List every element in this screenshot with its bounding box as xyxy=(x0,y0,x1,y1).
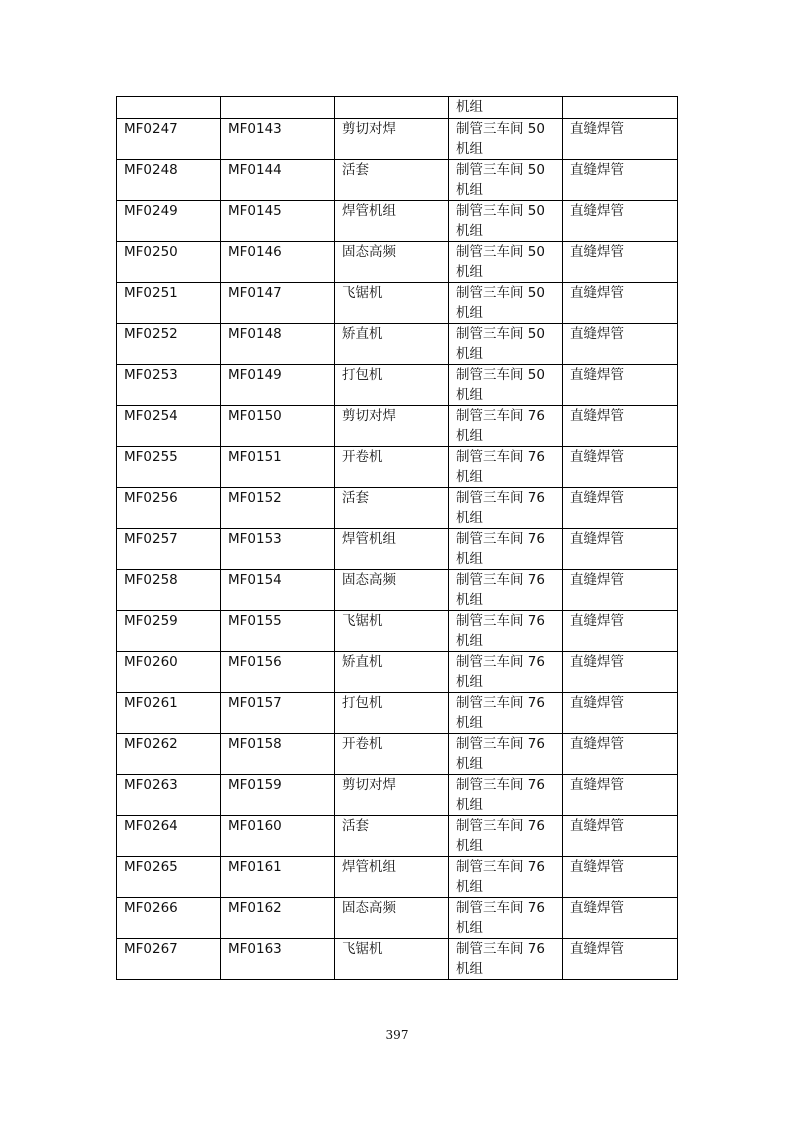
cell-location-line1: 制管三车间 76 xyxy=(456,818,545,834)
cell-ref: MF0153 xyxy=(221,529,335,570)
cell-location-line1: 制管三车间 76 xyxy=(456,490,545,506)
cell-location-line2: 机组 xyxy=(456,346,483,362)
cell-location xyxy=(449,283,563,324)
cell-location xyxy=(449,857,563,898)
table-row xyxy=(117,857,678,898)
cell-equipment: 活套 xyxy=(335,816,449,857)
cell-location-line2: 机组 xyxy=(456,592,483,608)
cell-location-line1: 制管三车间 50 xyxy=(456,203,545,219)
cell-ref: MF0162 xyxy=(221,898,335,939)
cell-location xyxy=(449,242,563,283)
cell-location-line2: 机组 xyxy=(456,387,483,403)
cell-equipment: 剪切对焊 xyxy=(335,406,449,447)
cell-location-line2: 机组 xyxy=(456,879,483,895)
cell-location xyxy=(449,160,563,201)
cell-location-line2: 机组 xyxy=(456,961,483,977)
cell-ref: MF0155 xyxy=(221,611,335,652)
cell-location-line1: 制管三车间 76 xyxy=(456,408,545,424)
cell-location xyxy=(449,693,563,734)
cell-location-line1: 制管三车间 50 xyxy=(456,162,545,178)
cell-equipment: 剪切对焊 xyxy=(335,119,449,160)
cell-type: 直缝焊管 xyxy=(563,119,678,160)
cell-type: 直缝焊管 xyxy=(563,734,678,775)
cell-ref: MF0160 xyxy=(221,816,335,857)
table-row xyxy=(117,816,678,857)
cell-equipment: 打包机 xyxy=(335,365,449,406)
cell-location-line1: 制管三车间 76 xyxy=(456,777,545,793)
cell-ref: MF0148 xyxy=(221,324,335,365)
cell-type: 直缝焊管 xyxy=(563,488,678,529)
cell-type: 直缝焊管 xyxy=(563,283,678,324)
cell-type: 直缝焊管 xyxy=(563,939,678,980)
cell-location-line1: 制管三车间 76 xyxy=(456,859,545,875)
cell-equipment: 矫直机 xyxy=(335,652,449,693)
cell-code: MF0252 xyxy=(117,324,221,365)
cell-location-line1: 制管三车间 76 xyxy=(456,613,545,629)
cell-equipment: 活套 xyxy=(335,488,449,529)
cell-location-line2: 机组 xyxy=(456,305,483,321)
cell-location-line1: 制管三车间 76 xyxy=(456,531,545,547)
cell-equipment xyxy=(335,97,449,119)
cell-ref: MF0145 xyxy=(221,201,335,242)
cell-location xyxy=(449,488,563,529)
cell-location-line2: 机组 xyxy=(456,715,483,731)
cell-equipment: 飞锯机 xyxy=(335,939,449,980)
cell-location xyxy=(449,898,563,939)
cell-location-line1: 制管三车间 76 xyxy=(456,572,545,588)
table-row xyxy=(117,201,678,242)
cell-type: 直缝焊管 xyxy=(563,652,678,693)
table-row xyxy=(117,529,678,570)
table-row xyxy=(117,447,678,488)
cell-code: MF0251 xyxy=(117,283,221,324)
table-row xyxy=(117,242,678,283)
cell-location xyxy=(449,324,563,365)
cell-location-line2: 机组 xyxy=(456,469,483,485)
cell-location-line1: 制管三车间 50 xyxy=(456,326,545,342)
cell-location-line2: 机组 xyxy=(456,756,483,772)
cell-ref: MF0163 xyxy=(221,939,335,980)
cell-location xyxy=(449,365,563,406)
cell-equipment: 打包机 xyxy=(335,693,449,734)
cell-type: 直缝焊管 xyxy=(563,160,678,201)
table-row xyxy=(117,611,678,652)
cell-location xyxy=(449,201,563,242)
cell-location-line2: 机组 xyxy=(456,141,483,157)
table-row xyxy=(117,283,678,324)
cell-equipment: 开卷机 xyxy=(335,447,449,488)
cell-location-line1: 制管三车间 76 xyxy=(456,654,545,670)
cell-location-line2: 机组 xyxy=(456,182,483,198)
cell-location xyxy=(449,406,563,447)
cell-type: 直缝焊管 xyxy=(563,324,678,365)
cell-location-line1: 制管三车间 50 xyxy=(456,367,545,383)
table-row xyxy=(117,693,678,734)
cell-equipment: 开卷机 xyxy=(335,734,449,775)
cell-type: 直缝焊管 xyxy=(563,898,678,939)
cell-ref: MF0143 xyxy=(221,119,335,160)
table-row-continued xyxy=(117,97,678,119)
cell-code: MF0254 xyxy=(117,406,221,447)
cell-location-line2: 机组 xyxy=(456,510,483,526)
cell-type: 直缝焊管 xyxy=(563,201,678,242)
cell-location-line1: 制管三车间 76 xyxy=(456,449,545,465)
cell-code: MF0257 xyxy=(117,529,221,570)
cell-location xyxy=(449,652,563,693)
cell-location-line1: 制管三车间 50 xyxy=(456,121,545,137)
cell-location xyxy=(449,447,563,488)
cell-type: 直缝焊管 xyxy=(563,242,678,283)
cell-ref: MF0157 xyxy=(221,693,335,734)
cell-location xyxy=(449,939,563,980)
cell-type: 直缝焊管 xyxy=(563,447,678,488)
cell-location xyxy=(449,611,563,652)
cell-location xyxy=(449,734,563,775)
cell-ref: MF0161 xyxy=(221,857,335,898)
table-row xyxy=(117,939,678,980)
cell-type: 直缝焊管 xyxy=(563,570,678,611)
cell-equipment: 焊管机组 xyxy=(335,529,449,570)
cell-location-line2: 机组 xyxy=(456,551,483,567)
cell-code: MF0250 xyxy=(117,242,221,283)
cell-code: MF0256 xyxy=(117,488,221,529)
cell-ref: MF0144 xyxy=(221,160,335,201)
cell-location xyxy=(449,529,563,570)
cell-ref: MF0150 xyxy=(221,406,335,447)
cell-equipment: 剪切对焊 xyxy=(335,775,449,816)
cell-type: 直缝焊管 xyxy=(563,693,678,734)
cell-location: 机组 xyxy=(449,97,563,119)
cell-location-line2: 机组 xyxy=(456,674,483,690)
cell-ref xyxy=(221,97,335,119)
table-row xyxy=(117,898,678,939)
table-row xyxy=(117,652,678,693)
cell-ref: MF0149 xyxy=(221,365,335,406)
cell-location-line1: 制管三车间 50 xyxy=(456,244,545,260)
cell-location xyxy=(449,570,563,611)
cell-type: 直缝焊管 xyxy=(563,406,678,447)
cell-equipment: 飞锯机 xyxy=(335,283,449,324)
cell-ref: MF0152 xyxy=(221,488,335,529)
table-body xyxy=(117,97,678,980)
table-row xyxy=(117,119,678,160)
cell-equipment: 矫直机 xyxy=(335,324,449,365)
table-row xyxy=(117,734,678,775)
cell-location-line2: 机组 xyxy=(456,633,483,649)
cell-location-line2: 机组 xyxy=(456,264,483,280)
cell-location xyxy=(449,775,563,816)
table-row xyxy=(117,488,678,529)
table-row xyxy=(117,775,678,816)
cell-code: MF0249 xyxy=(117,201,221,242)
cell-location xyxy=(449,816,563,857)
cell-type: 直缝焊管 xyxy=(563,611,678,652)
cell-code: MF0258 xyxy=(117,570,221,611)
cell-code: MF0266 xyxy=(117,898,221,939)
cell-ref: MF0158 xyxy=(221,734,335,775)
table-row xyxy=(117,570,678,611)
cell-ref: MF0146 xyxy=(221,242,335,283)
table-row xyxy=(117,365,678,406)
cell-location-line1: 制管三车间 76 xyxy=(456,941,545,957)
table-row xyxy=(117,406,678,447)
cell-type: 直缝焊管 xyxy=(563,857,678,898)
cell-location-line1: 制管三车间 76 xyxy=(456,695,545,711)
cell-type xyxy=(563,97,678,119)
cell-code: MF0255 xyxy=(117,447,221,488)
cell-code: MF0260 xyxy=(117,652,221,693)
cell-location-line2: 机组 xyxy=(456,428,483,444)
cell-equipment: 固态高频 xyxy=(335,570,449,611)
cell-ref: MF0147 xyxy=(221,283,335,324)
cell-equipment: 焊管机组 xyxy=(335,201,449,242)
table-row xyxy=(117,324,678,365)
cell-code: MF0259 xyxy=(117,611,221,652)
cell-code: MF0267 xyxy=(117,939,221,980)
cell-code xyxy=(117,97,221,119)
cell-ref: MF0154 xyxy=(221,570,335,611)
cell-code: MF0262 xyxy=(117,734,221,775)
cell-location-line2: 机组 xyxy=(456,838,483,854)
cell-location-line2: 机组 xyxy=(456,797,483,813)
cell-type: 直缝焊管 xyxy=(563,775,678,816)
cell-ref: MF0156 xyxy=(221,652,335,693)
cell-type: 直缝焊管 xyxy=(563,816,678,857)
cell-equipment: 固态高频 xyxy=(335,898,449,939)
cell-location-line1: 制管三车间 76 xyxy=(456,900,545,916)
cell-code: MF0264 xyxy=(117,816,221,857)
table-row xyxy=(117,160,678,201)
cell-type: 直缝焊管 xyxy=(563,529,678,570)
cell-code: MF0265 xyxy=(117,857,221,898)
cell-code: MF0263 xyxy=(117,775,221,816)
cell-location-line1: 制管三车间 76 xyxy=(456,736,545,752)
page-number: 397 xyxy=(385,1028,409,1042)
cell-code: MF0253 xyxy=(117,365,221,406)
cell-location-line1: 制管三车间 50 xyxy=(456,285,545,301)
cell-equipment: 飞锯机 xyxy=(335,611,449,652)
cell-location xyxy=(449,119,563,160)
cell-equipment: 活套 xyxy=(335,160,449,201)
cell-equipment: 焊管机组 xyxy=(335,857,449,898)
cell-code: MF0248 xyxy=(117,160,221,201)
cell-location-line2: 机组 xyxy=(456,223,483,239)
cell-type: 直缝焊管 xyxy=(563,365,678,406)
cell-code: MF0261 xyxy=(117,693,221,734)
cell-ref: MF0159 xyxy=(221,775,335,816)
cell-equipment: 固态高频 xyxy=(335,242,449,283)
equipment-table xyxy=(116,96,678,980)
cell-ref: MF0151 xyxy=(221,447,335,488)
cell-location-line2: 机组 xyxy=(456,920,483,936)
cell-code: MF0247 xyxy=(117,119,221,160)
